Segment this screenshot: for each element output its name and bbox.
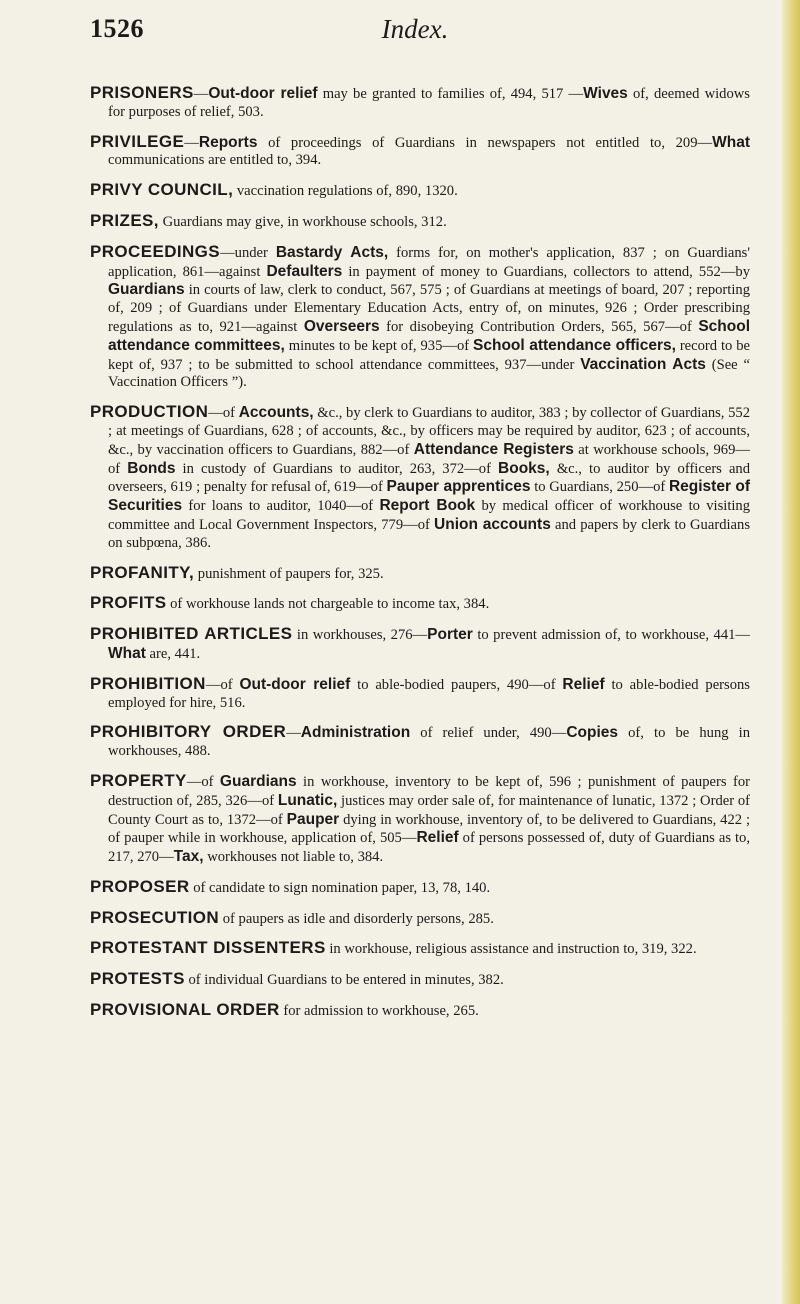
entry-text: &c., by clerk to Guardians to auditor, 383 ; by collector of Guardians, 552 ; at meetings of Guardians, 628 ; of accounts, &c., by officers may be required by auditor, 623 ; of accounts, &c., by vaccination officers to Guardians, 882—of [108,405,750,458]
entry-text: for loans to auditor, 1040—of [182,498,380,515]
entry-subheading: Relief [562,675,605,693]
entry-subheading: Copies [566,724,619,742]
entry-text: and papers by clerk to Guardians on subpœna, 386. [108,516,750,551]
index-entry [90,970,750,990]
entry-text: to able-bodied persons employed for hire, 516. [108,676,750,711]
entry-subheading: Porter [427,626,473,644]
entry-text: of, deemed widows for purposes of relief, 503. [108,86,750,120]
entry-subheading: Union accounts [434,515,551,533]
entry-text: in courts of law, clerk to conduct, 567, 575 ; of Guardians at meetings of board, 207 ; reporting of, 209 ; of Guardians under Elementary Education Acts, entry of, on minutes, 926 ; Order prescribing regulations as to, 921—against [108,282,750,335]
entry-headword: PROHIBITED ARTICLES [90,624,293,644]
index-entry [90,243,750,392]
index-entries [90,84,750,1032]
index-entry [90,133,750,171]
entry-text: workhouses not liable to, 384. [203,849,384,866]
entry-text: record to be kept of, 937 ; to be submitted to school attendance committees, 937—under [108,337,750,373]
entry-text: (See “ Vaccination Officers ”). [108,356,750,391]
entry-text: of persons possessed of, duty of Guardians as to, 217, 270— [108,830,751,866]
entry-subheading: Guardians [219,772,297,790]
index-entry [90,723,750,761]
entry-subheading: Vaccination Acts [580,355,706,373]
entry-text: of paupers as idle and disorderly persons, 285. [219,910,494,927]
entry-text: —of [208,405,239,422]
entry-text: in workhouses, 276— [292,627,428,644]
index-entry [90,625,750,664]
entry-headword: PROVISIONAL ORDER [90,1000,280,1020]
index-entry [90,403,750,552]
entry-text: to Guardians, 250—of [530,479,669,496]
entry-headword: PROSECUTION [90,907,220,927]
entry-subheading: Reports [198,133,258,151]
entry-text: of workhouse lands not chargeable to income tax, 384. [166,596,490,613]
entry-subheading: Guardians [108,281,185,299]
entry-text: —of [186,773,220,790]
entry-text: minutes to be kept of, 935—of [284,337,474,354]
entry-text: to able-bodied paupers, 490—of [350,676,563,693]
entry-subheading: Relief [416,829,459,847]
entry-subheading: What [108,644,146,662]
entry-headword: PROPERTY [90,770,187,790]
index-entry [90,594,750,614]
entry-text: forms for, on mother's application, 837 ; on Guardians' application, 861—against [108,244,750,280]
entry-subheading: Pauper apprentices [386,478,531,496]
index-entry [90,564,750,584]
entry-text: — [193,86,209,102]
index-entry [90,772,750,867]
entry-text: by medical officer of workhouse to visiting committee and Local Government Inspectors, 779—of [108,498,751,533]
entry-subheading: Tax, [173,848,204,866]
entry-text: in workhouse, inventory to be kept of, 596 ; punishment of paupers for destruction of, 285, 326—of [108,773,751,809]
index-entry [90,84,750,122]
entry-text: of candidate to sign nomination paper, 13, 78, 140. [189,879,491,896]
entry-text: in workhouse, religious assistance and instruction to, 319, 322. [325,941,697,958]
entry-headword: PROPOSER [90,876,190,896]
entry-text: communications are entitled to, 394. [108,152,322,169]
index-entry [90,212,750,232]
index-entry [90,675,750,713]
entry-text: — [184,134,199,151]
entry-text: —under [220,244,276,261]
entry-text: may be granted to families of, 494, 517 — [317,86,584,102]
entry-headword: PRIVY COUNCIL, [90,180,234,200]
entry-headword: PROCEEDINGS [90,241,221,261]
entry-subheading: Report Book [379,497,476,515]
entry-subheading: Overseers [303,317,380,335]
entry-text: for disobeying Contribution Orders, 565, 567—of [379,318,699,335]
entry-subheading: Accounts, [238,404,314,422]
entry-text: of proceedings of Guardians in newspapers not entitled to, 209— [257,134,713,151]
entry-subheading: Out-door relief [208,85,318,102]
entry-text: &c., to auditor by officers and overseers, 619 ; penalty for refusal of, 619—of [108,460,751,496]
index-entry [90,909,750,929]
entry-subheading: Attendance Registers [413,440,574,458]
entry-subheading: School attendance committees, [108,317,750,354]
entry-subheading: Pauper [286,810,340,828]
index-entry [90,939,750,959]
entry-text: justices may order sale of, for maintenance of lunatic, 1372 ; Order of County Court as to, 1372—of [108,792,750,828]
entry-subheading: Out-door relief [239,675,351,693]
index-entry [90,878,750,898]
entry-text: Guardians may give, in workhouse schools, 312. [158,213,447,230]
entry-headword: PRIVILEGE [90,131,185,151]
entry-text: in payment of money to Guardians, collectors to attend, 552—by [342,263,750,280]
entry-headword: PRIZES, [90,210,159,230]
entry-text: vaccination regulations of, 890, 1320. [233,183,458,200]
entry-text: of, to be hung in workhouses, 488. [108,725,751,760]
entry-subheading: Wives [583,85,628,102]
entry-headword: PROHIBITORY ORDER [90,722,287,742]
entry-text: for admission to workhouse, 265. [279,1003,479,1020]
page-edge [782,0,800,1304]
entry-subheading: Administration [300,724,411,742]
running-title: Index. [381,14,449,44]
entry-text: — [286,725,301,742]
entry-headword: PROFANITY, [90,562,195,582]
entry-subheading: Lunatic, [277,791,338,809]
index-entry [90,1001,750,1021]
entry-subheading: What [712,133,750,151]
entry-text: —of [205,676,240,693]
page-number: 1526 [90,14,144,43]
index-entry [90,181,750,201]
entry-headword: PROTESTANT DISSENTERS [90,938,326,958]
entry-headword: PROHIBITION [90,673,206,693]
entry-text: dying in workhouse, inventory of, to be delivered to Guardians, 422 ; of pauper while in workhouse, application of, 505— [108,811,750,847]
entry-headword: PRISONERS [90,83,194,102]
entry-text: to prevent admission of, to workhouse, 441— [472,627,751,644]
entry-headword: PROTESTS [90,969,185,989]
entry-text: of relief under, 490— [410,725,567,742]
entry-subheading: Books, [498,459,550,477]
entry-text: in custody of Guardians to auditor, 263, 372—of [175,460,499,477]
entry-text: punishment of paupers for, 325. [194,565,384,582]
entry-subheading: Register of Securities [108,478,750,515]
entry-subheading: Bonds [127,459,176,477]
page-header [90,14,740,58]
entry-subheading: Bastardy Acts, [275,243,389,261]
entry-headword: PROFITS [90,593,167,613]
entry-text: are, 441. [145,645,201,662]
entry-headword: PRODUCTION [90,402,209,422]
entry-subheading: Defaulters [266,262,343,280]
entry-text: at workhouse schools, 969—of [108,441,750,477]
entry-subheading: School attendance officers, [473,336,676,354]
entry-text: of individual Guardians to be entered in minutes, 382. [184,972,504,989]
